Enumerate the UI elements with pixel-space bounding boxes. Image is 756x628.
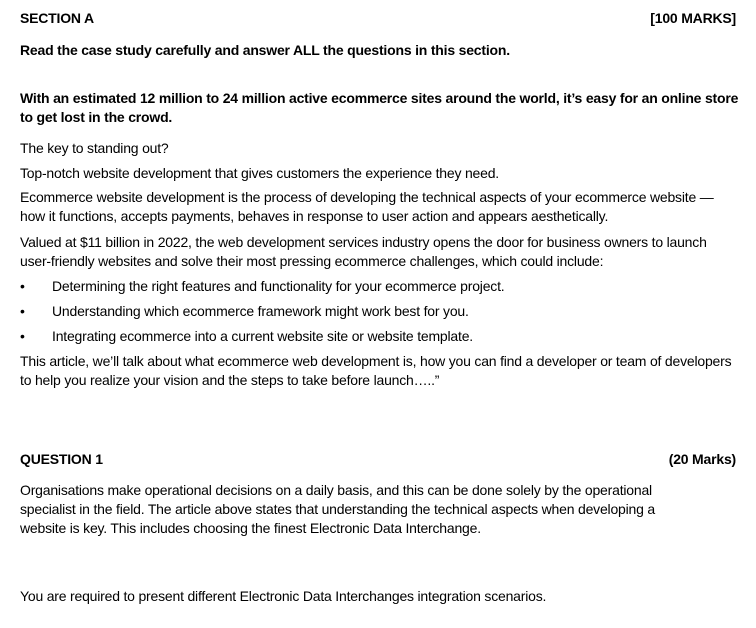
section-instruction: Read the case study carefully and answer ALL the questions in this section. [20, 42, 510, 58]
section-title: SECTION A [20, 10, 94, 26]
bullet-marker: • [20, 328, 25, 344]
question-title: QUESTION 1 [20, 451, 103, 467]
list-item: Understanding which ecommerce framework might work best for you. [52, 303, 469, 319]
case-study-paragraph: The key to standing out? [20, 140, 169, 156]
bullet-marker: • [20, 303, 25, 319]
bullet-marker: • [20, 278, 25, 294]
case-study-paragraph: This article, we’ll talk about what ecommerce web development is, how you can find a developer or team of developers to help you realize your vision and the steps to take before launch…..” [20, 353, 732, 388]
question-task: You are required to present different Electronic Data Interchanges integration scenarios. [20, 588, 547, 604]
case-study-lead: With an estimated 12 million to 24 million active ecommerce sites around the world, it’s easy for an online store to get lost in the crowd. [20, 90, 739, 125]
case-study-paragraph: Top-notch website development that gives customers the experience they need. [20, 165, 499, 181]
case-study-paragraph: Ecommerce website development is the process of developing the technical aspects of your ecommerce website — how it functions, accepts payments, behaves in response to user action and appears aesthetically. [20, 189, 714, 224]
case-study-paragraph: Valued at $11 billion in 2022, the web development services industry opens the door for business owners to launch user-friendly websites and solve their most pressing ecommerce challenges, which could include: [20, 234, 707, 269]
list-item: Integrating ecommerce into a current website site or website template. [52, 328, 473, 344]
section-marks: [100 MARKS] [650, 10, 736, 26]
question-body: Organisations make operational decisions on a daily basis, and this can be done solely by the operational specialist in the field. The article above states that understanding the technical aspects when developing a website is key. This includes choosing the finest Electronic Data Interchange. [20, 482, 655, 536]
list-item: Determining the right features and functionality for your ecommerce project. [52, 278, 505, 294]
question-marks: (20 Marks) [668, 451, 736, 467]
